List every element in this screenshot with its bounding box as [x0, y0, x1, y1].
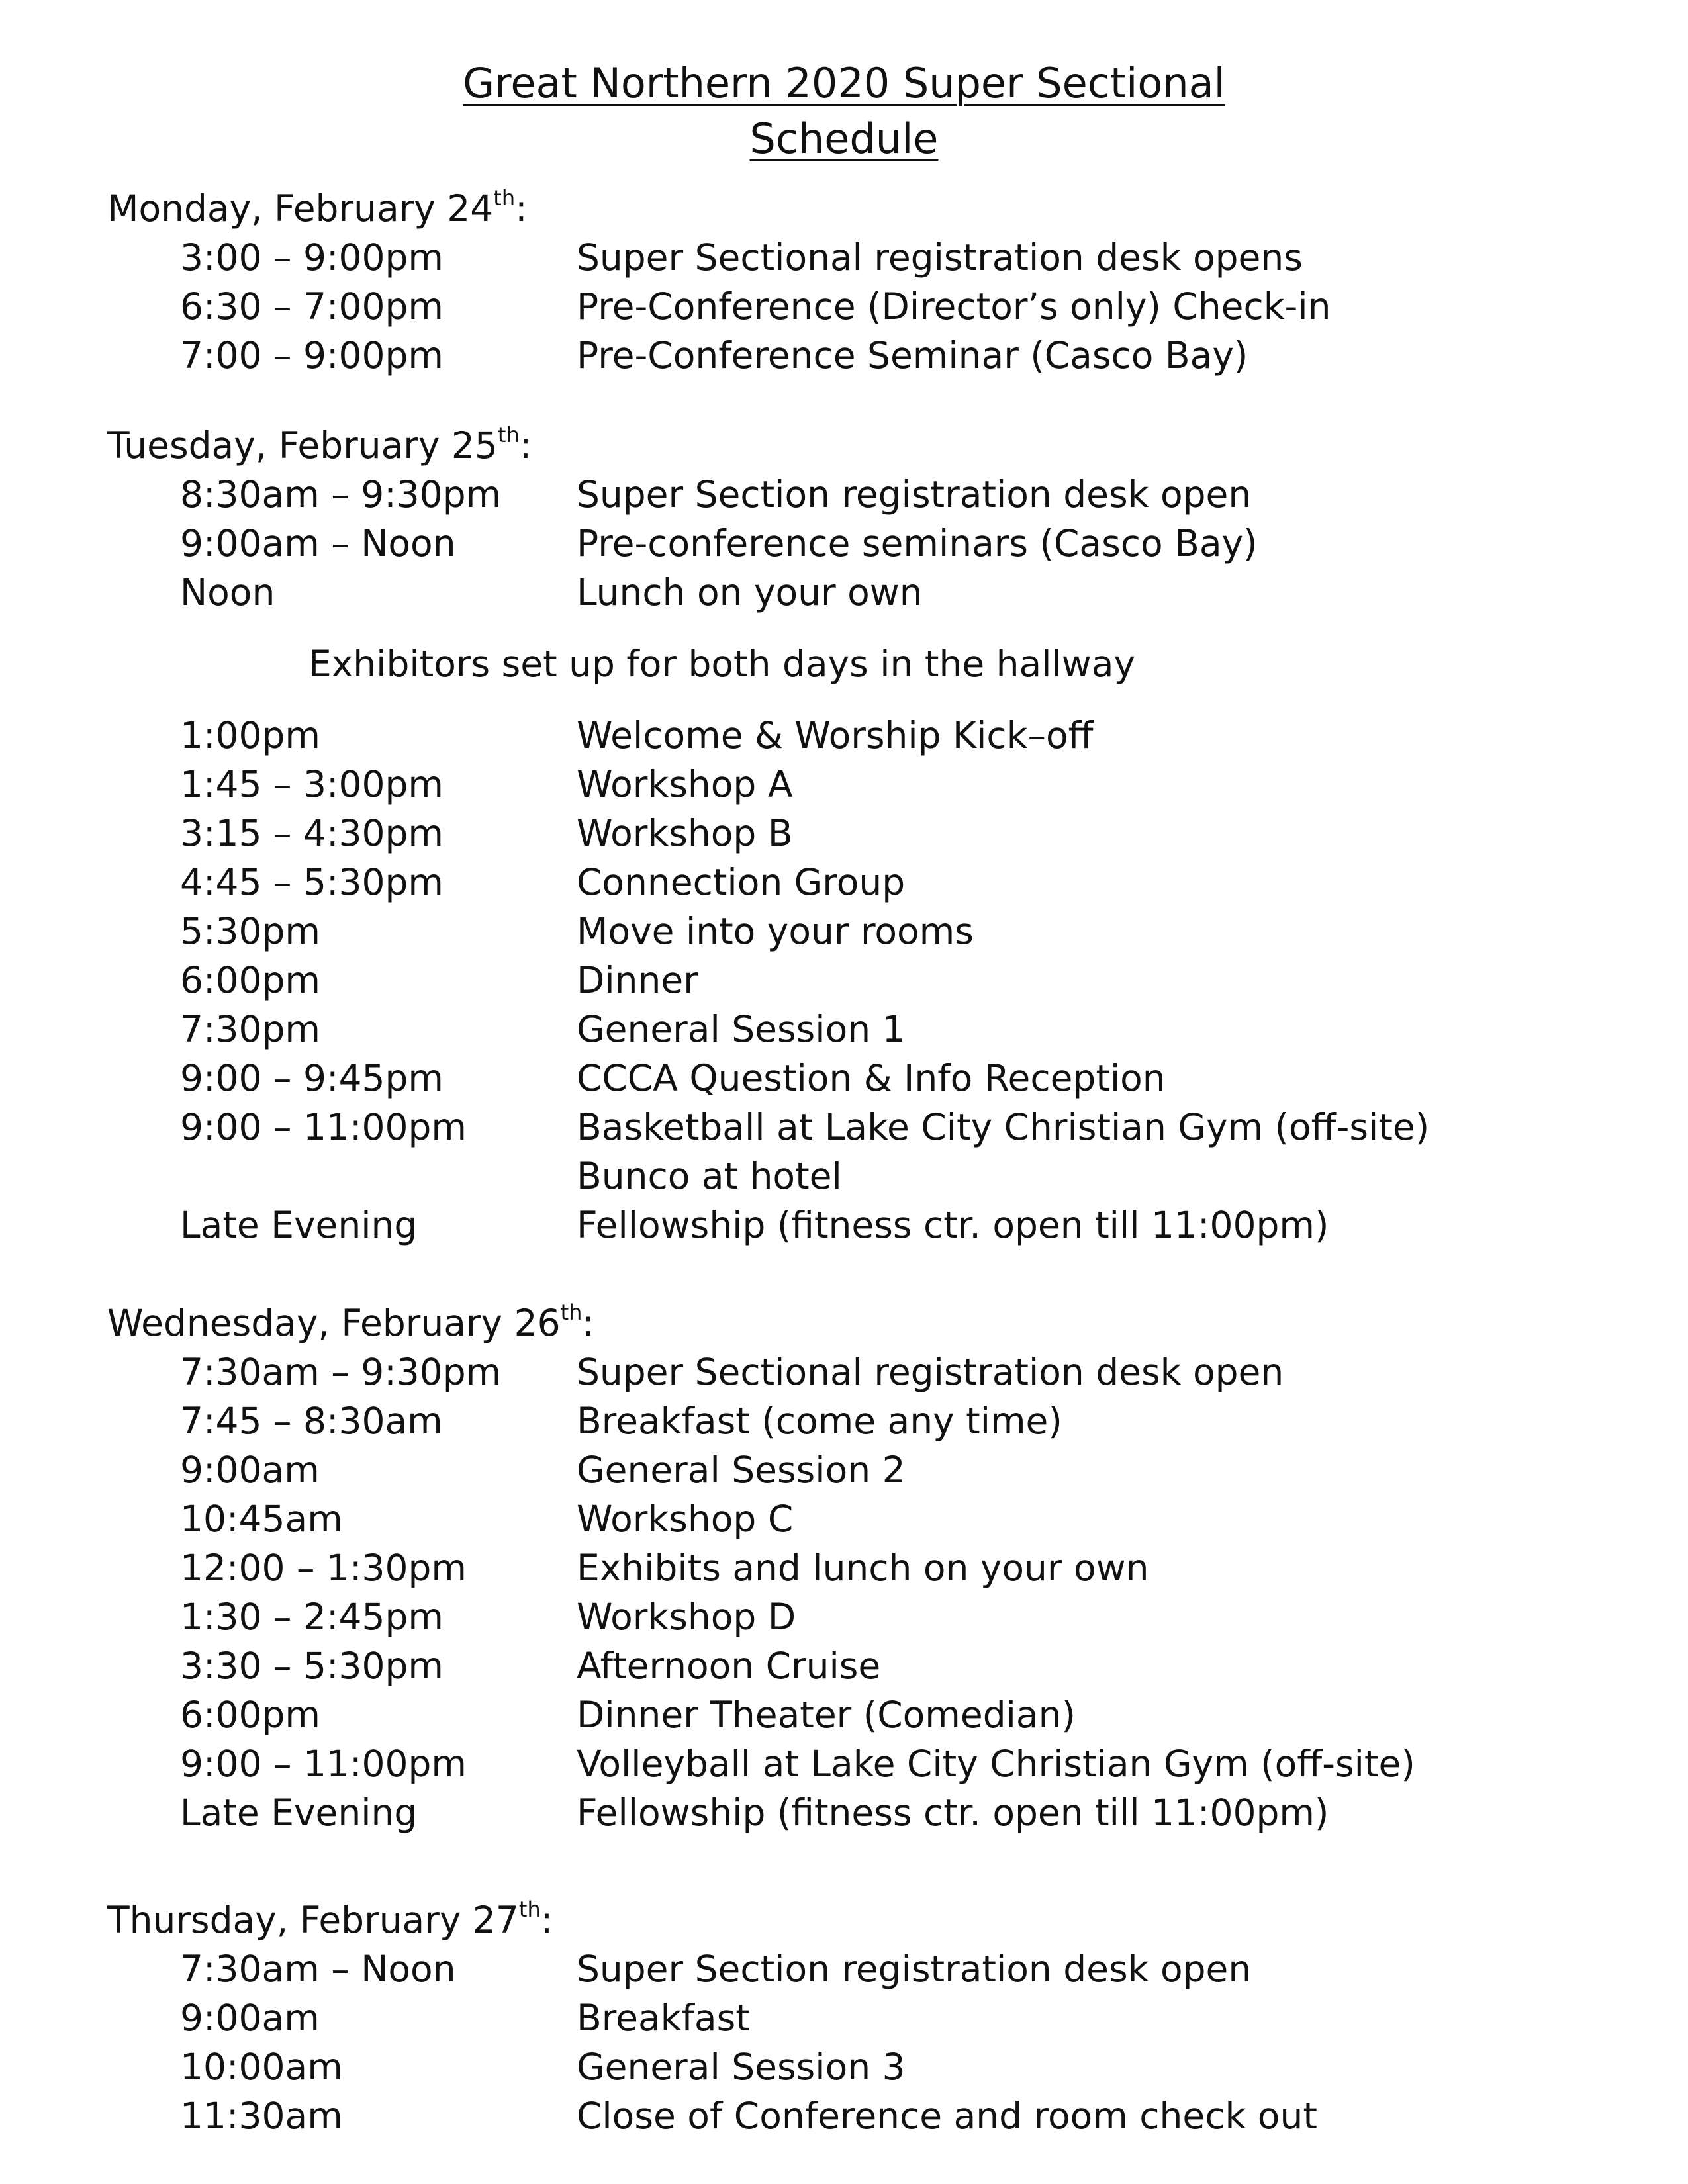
schedule-row — [0, 858, 1688, 907]
row-time: 9:00 – 11:00pm — [180, 1743, 467, 1785]
document-title: Great Northern 2020 Super Sectional — [463, 59, 1225, 107]
row-event: Super Section registration desk open — [577, 1948, 1252, 1990]
row-event: Workshop A — [577, 763, 793, 805]
row-event: Volleyball at Lake City Christian Gym (off-site) — [577, 1743, 1415, 1785]
schedule-row — [0, 1152, 1688, 1201]
row-event: Workshop D — [577, 1596, 796, 1638]
schedule-row — [0, 1592, 1688, 1641]
schedule-row — [0, 1993, 1688, 2042]
row-event: Lunch on your own — [577, 571, 923, 614]
schedule-row — [0, 1201, 1688, 1250]
row-time: 7:45 – 8:30am — [180, 1400, 443, 1442]
row-time: 9:00 – 9:45pm — [180, 1057, 444, 1099]
row-time: 7:30pm — [180, 1008, 320, 1050]
row-event: Pre-Conference Seminar (Casco Bay) — [577, 334, 1248, 377]
row-event: General Session 1 — [577, 1008, 906, 1050]
schedule-row — [0, 1494, 1688, 1543]
row-event: Pre-Conference (Director’s only) Check-in — [577, 285, 1331, 328]
row-time: Late Evening — [180, 1792, 418, 1834]
schedule-row — [0, 1103, 1688, 1152]
row-event: Super Sectional registration desk opens — [577, 236, 1303, 279]
row-time: 10:45am — [180, 1498, 343, 1540]
row-event: Super Sectional registration desk open — [577, 1351, 1284, 1393]
row-time: 9:00am — [180, 1449, 320, 1491]
row-event: Dinner Theater (Comedian) — [577, 1694, 1076, 1736]
row-time: Noon — [180, 571, 275, 614]
row-event: Dinner — [577, 959, 698, 1001]
row-event: Welcome & Worship Kick–off — [577, 714, 1094, 756]
day-heading-wednesday: Wednesday, February 26th: — [107, 1300, 594, 1344]
row-time: 1:45 – 3:00pm — [180, 763, 444, 805]
row-time: 3:30 – 5:30pm — [180, 1645, 444, 1687]
row-event: Bunco at hotel — [577, 1155, 842, 1197]
row-time: 5:30pm — [180, 910, 320, 952]
row-event: Exhibits and lunch on your own — [577, 1547, 1149, 1589]
row-event: Fellowship (fitness ctr. open till 11:00pm) — [577, 1204, 1329, 1246]
schedule-row — [0, 1690, 1688, 1739]
row-event: Super Section registration desk open — [577, 473, 1252, 516]
row-time: Late Evening — [180, 1204, 418, 1246]
schedule-row — [0, 2091, 1688, 2140]
row-time: 3:00 – 9:00pm — [180, 236, 444, 279]
row-time: 7:30am – Noon — [180, 1948, 456, 1990]
schedule-row — [0, 1788, 1688, 1837]
schedule-row — [0, 809, 1688, 858]
schedule-row — [0, 568, 1688, 617]
row-time: 6:30 – 7:00pm — [180, 285, 444, 328]
schedule-row — [0, 1543, 1688, 1592]
day-heading-thursday: Thursday, February 27th: — [107, 1897, 553, 1941]
row-time: 7:00 – 9:00pm — [180, 334, 444, 377]
row-time: 6:00pm — [180, 959, 320, 1001]
row-time: 8:30am – 9:30pm — [180, 473, 502, 516]
schedule-row — [0, 956, 1688, 1005]
day-heading-monday: Monday, February 24th: — [107, 185, 528, 230]
row-event: Fellowship (fitness ctr. open till 11:00pm) — [577, 1792, 1329, 1834]
schedule-row — [0, 907, 1688, 956]
row-event: Pre-conference seminars (Casco Bay) — [577, 522, 1258, 565]
row-time: 9:00 – 11:00pm — [180, 1106, 467, 1148]
schedule-row — [0, 1445, 1688, 1494]
row-time: 12:00 – 1:30pm — [180, 1547, 467, 1589]
schedule-row — [0, 2042, 1688, 2091]
schedule-row — [0, 1005, 1688, 1054]
exhibitors-note: Exhibitors set up for both days in the hallway — [308, 643, 1135, 685]
schedule-row — [0, 1396, 1688, 1445]
schedule-row — [0, 760, 1688, 809]
schedule-row — [0, 282, 1688, 331]
schedule-row — [0, 1054, 1688, 1103]
row-time: 1:30 – 2:45pm — [180, 1596, 444, 1638]
row-event: Move into your rooms — [577, 910, 974, 952]
row-event: Breakfast — [577, 1997, 750, 2039]
row-event: Workshop B — [577, 812, 793, 854]
schedule-row — [0, 331, 1688, 380]
schedule-row — [0, 519, 1688, 568]
row-event: Workshop C — [577, 1498, 794, 1540]
day-heading-tuesday: Tuesday, February 25th: — [107, 422, 532, 467]
row-time: 1:00pm — [180, 714, 320, 756]
row-event: Afternoon Cruise — [577, 1645, 881, 1687]
row-event: Breakfast (come any time) — [577, 1400, 1062, 1442]
row-time: 4:45 – 5:30pm — [180, 861, 444, 903]
row-time: 11:30am — [180, 2095, 343, 2137]
row-time: 9:00am — [180, 1997, 320, 2039]
document-subtitle: Schedule — [749, 114, 939, 163]
schedule-row — [0, 711, 1688, 760]
schedule-row — [0, 1347, 1688, 1396]
row-event: General Session 2 — [577, 1449, 906, 1491]
row-time: 6:00pm — [180, 1694, 320, 1736]
row-event: Connection Group — [577, 861, 906, 903]
row-time: 7:30am – 9:30pm — [180, 1351, 502, 1393]
row-time: 9:00am – Noon — [180, 522, 456, 565]
row-time: 3:15 – 4:30pm — [180, 812, 444, 854]
schedule-row — [0, 470, 1688, 519]
schedule-row — [0, 233, 1688, 282]
schedule-row — [0, 1641, 1688, 1690]
row-event: General Session 3 — [577, 2046, 906, 2088]
row-event: Close of Conference and room check out — [577, 2095, 1317, 2137]
row-time: 10:00am — [180, 2046, 343, 2088]
schedule-row — [0, 1739, 1688, 1788]
row-event: Basketball at Lake City Christian Gym (off-site) — [577, 1106, 1430, 1148]
row-event: CCCA Question & Info Reception — [577, 1057, 1166, 1099]
schedule-row — [0, 1944, 1688, 1993]
